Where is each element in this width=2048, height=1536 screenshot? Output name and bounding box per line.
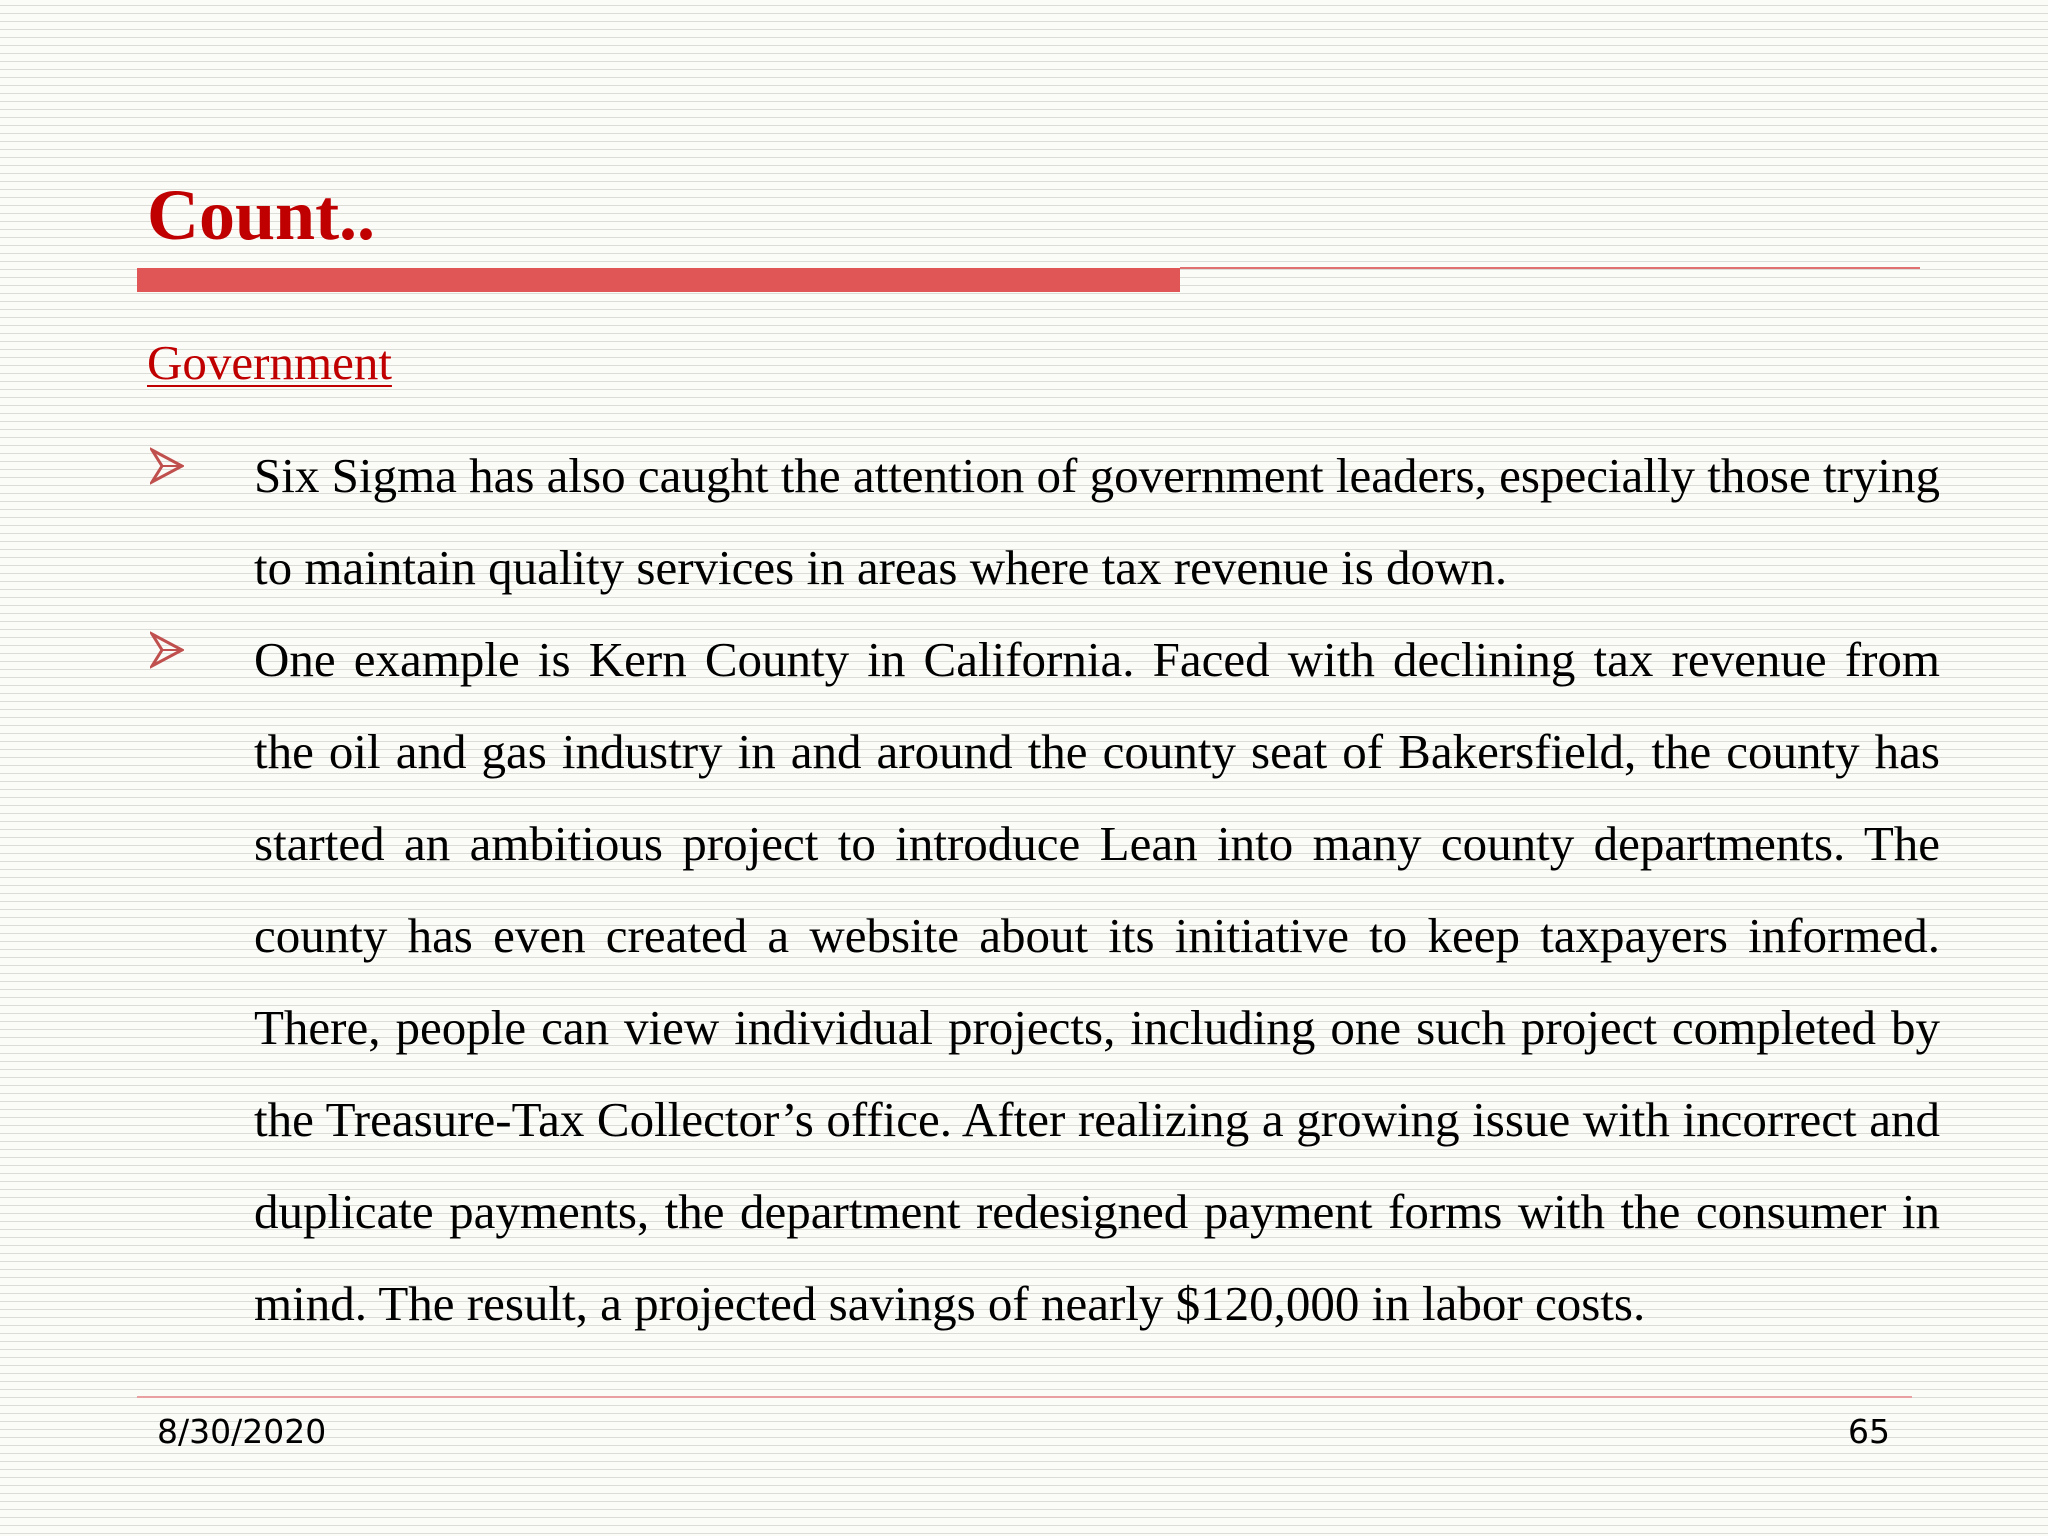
footer-divider-line <box>137 1396 1912 1398</box>
slide-title: Count.. <box>147 175 376 255</box>
arrowhead-bullet-icon <box>150 630 184 670</box>
bullet-text: One example is Kern County in California. Faced with declining tax revenue from the oil and gas industry in and around the county seat of Bakersfield, the county has started an ambitious project to introduce Lean into many county departments. The county has even created a website about its initiative to keep taxpayers informed. There, people can view individual projects, including one such project completed by the Treasure-Tax Collector’s office. After realizing a growing issue with incorrect and duplicate payments, the department redesigned payment forms with the consumer in mind. The result, a projected savings of nearly $120,000 in labor costs. <box>254 632 1940 1331</box>
title-divider-line <box>1180 267 1920 269</box>
bullet-text: Six Sigma has also caught the attention of government leaders, especially those trying to maintain quality services in areas where tax revenue is down. <box>254 448 1941 595</box>
title-accent-bar <box>137 268 1180 292</box>
slide-page-number: 65 <box>1848 1412 1890 1451</box>
arrowhead-bullet-icon <box>150 446 184 486</box>
footer-date: 8/30/2020 <box>157 1412 327 1451</box>
government-link[interactable]: Government <box>147 335 392 390</box>
